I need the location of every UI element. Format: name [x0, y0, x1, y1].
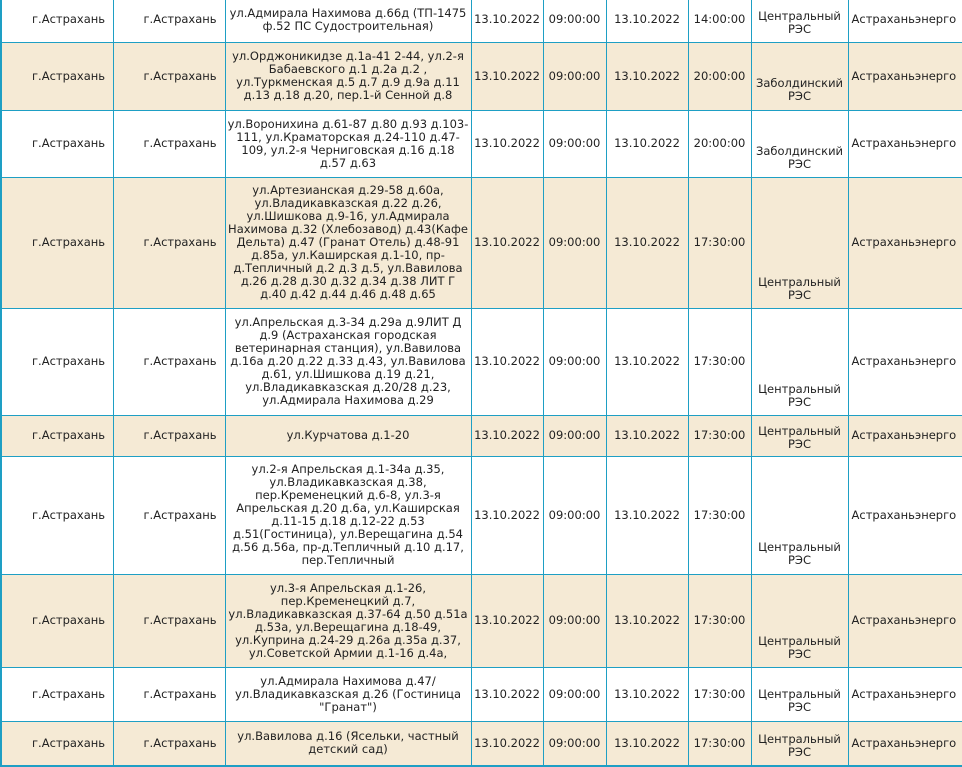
end-date-cell: 13.10.2022: [606, 456, 688, 574]
district-label: Центральный РЭС: [758, 423, 841, 451]
city-cell: г.Астрахань: [1, 574, 113, 667]
district-cell: [751, 667, 848, 721]
address-cell: ул.2-я Апрельская д.1-34а д.35, ул.Владикавказская д.38, пер.Кременецкий д.6-8, ул.3-я Апрельская д.20 д.6а, ул.Каширская д.11-15 д.18 д.12-22 д.53 д.51(Гостиница), ул.Верещагина д.54 д.56 д.56а, пр-д.Тепличный д.10 д.17, пер.Тепличный: [225, 456, 471, 574]
district-cell: [751, 456, 848, 574]
city-cell: г.Астрахань: [1, 456, 113, 574]
district-cell: [751, 721, 848, 766]
city-cell: г.Астрахань: [1, 0, 113, 42]
end-date-cell: 13.10.2022: [606, 308, 688, 415]
city-cell: г.Астрахань: [1, 177, 113, 308]
start-date-cell: 13.10.2022: [471, 177, 543, 308]
table-row: [1, 456, 962, 574]
settlement-cell: г.Астрахань: [113, 110, 225, 177]
city-cell: г.Астрахань: [1, 721, 113, 766]
table-row: [1, 0, 962, 42]
district-cell: [751, 177, 848, 308]
table-row: [1, 574, 962, 667]
end-date-cell: 13.10.2022: [606, 110, 688, 177]
end-date-cell: 13.10.2022: [606, 177, 688, 308]
start-time-cell: 09:00:00: [543, 415, 606, 456]
start-date-cell: 13.10.2022: [471, 42, 543, 110]
table-row: [1, 42, 962, 110]
district-label: Центральный РЭС: [758, 540, 841, 567]
city-cell: г.Астрахань: [1, 415, 113, 456]
org-cell: Астраханьэнерго: [848, 308, 962, 415]
district-cell: [751, 574, 848, 667]
settlement-cell: г.Астрахань: [113, 177, 225, 308]
district-label: Заболдинский РЭС: [755, 76, 844, 103]
start-date-cell: 13.10.2022: [471, 721, 543, 766]
settlement-cell: г.Астрахань: [113, 42, 225, 110]
org-cell: Астраханьэнерго: [848, 415, 962, 456]
table-row: [1, 177, 962, 308]
settlement-cell: г.Астрахань: [113, 721, 225, 766]
address-cell: ул.Орджоникидзе д.1а-41 2-44, ул.2-я Бабаевского д.1 д.2а д.2 , ул.Туркменская д.5 д.7 д.9 д.9а д.11 д.13 д.18 д.20, пер.1-й Сенной д.8: [225, 42, 471, 110]
address-cell: ул.Вавилова д.16 (Ясельки, частный детский сад): [225, 721, 471, 766]
district-cell: [751, 415, 848, 456]
end-date-cell: 13.10.2022: [606, 667, 688, 721]
org-cell: Астраханьэнерго: [848, 721, 962, 766]
address-cell: ул.Апрельская д.3-34 д.29а д.9ЛИТ Д д.9 (Астраханская городская ветеринарная станция), ул.Вавилова д.16а д.20 д.22 д.33 д.43, ул.Вавилова д.61, ул.Шишкова д.19 д.21, ул.Владикавказская д.20/28 д.23, ул.Адмирала Нахимова д.29: [225, 308, 471, 415]
start-date-cell: 13.10.2022: [471, 110, 543, 177]
address-cell: ул.3-я Апрельская д.1-26, пер.Кременецкий д.7, ул.Владикавказская д.37-64 д.50 д.51а д.53а, ул.Верещагина д.18-49, ул.Куприна д.24-29 д.26а д.35а д.37, ул.Советской Армии д.1-16 д.4а,: [225, 574, 471, 667]
table-row: [1, 667, 962, 721]
district-cell: [751, 0, 848, 42]
end-date-cell: 13.10.2022: [606, 574, 688, 667]
start-date-cell: 13.10.2022: [471, 456, 543, 574]
address-cell: ул.Курчатова д.1-20: [225, 415, 471, 456]
end-time-cell: 14:00:00: [688, 0, 751, 42]
end-time-cell: 17:30:00: [688, 456, 751, 574]
end-date-cell: 13.10.2022: [606, 42, 688, 110]
start-date-cell: 13.10.2022: [471, 415, 543, 456]
org-cell: Астраханьэнерго: [848, 0, 962, 42]
start-date-cell: 13.10.2022: [471, 308, 543, 415]
end-date-cell: 13.10.2022: [606, 0, 688, 42]
start-time-cell: 09:00:00: [543, 574, 606, 667]
end-time-cell: 20:00:00: [688, 42, 751, 110]
end-time-cell: 17:30:00: [688, 574, 751, 667]
table-row: [1, 110, 962, 177]
end-date-cell: 13.10.2022: [606, 721, 688, 766]
table-body: [1, 0, 962, 766]
org-cell: Астраханьэнерго: [848, 667, 962, 721]
start-date-cell: 13.10.2022: [471, 574, 543, 667]
city-cell: г.Астрахань: [1, 110, 113, 177]
table-row: [1, 308, 962, 415]
end-time-cell: 17:30:00: [688, 308, 751, 415]
address-cell: ул.Адмирала Нахимова д.66д (ТП-1475 ф.52 ПС Судостроительная): [225, 0, 471, 42]
end-time-cell: 17:30:00: [688, 667, 751, 721]
org-cell: Астраханьэнерго: [848, 456, 962, 574]
org-cell: Астраханьэнерго: [848, 574, 962, 667]
org-cell: Астраханьэнерго: [848, 110, 962, 177]
district-label: Центральный РЭС: [758, 633, 841, 661]
settlement-cell: г.Астрахань: [113, 308, 225, 415]
settlement-cell: г.Астрахань: [113, 456, 225, 574]
end-date-cell: 13.10.2022: [606, 415, 688, 456]
start-time-cell: 09:00:00: [543, 667, 606, 721]
start-time-cell: 09:00:00: [543, 456, 606, 574]
start-time-cell: 09:00:00: [543, 308, 606, 415]
start-date-cell: 13.10.2022: [471, 667, 543, 721]
start-date-cell: 13.10.2022: [471, 0, 543, 42]
org-cell: Астраханьэнерго: [848, 177, 962, 308]
end-time-cell: 17:30:00: [688, 721, 751, 766]
city-cell: г.Астрахань: [1, 42, 113, 110]
address-cell: ул.Адмирала Нахимова д.47/ ул.Владикавказская д.26 (Гостиница "Гранат"): [225, 667, 471, 721]
district-label: Заболдинский РЭС: [755, 143, 844, 171]
district-label: Центральный РЭС: [758, 274, 841, 302]
end-time-cell: 17:30:00: [688, 177, 751, 308]
end-time-cell: 17:30:00: [688, 415, 751, 456]
settlement-cell: г.Астрахань: [113, 667, 225, 721]
district-label: Центральный РЭС: [758, 687, 841, 714]
table-row: [1, 721, 962, 766]
district-label: Центральный РЭС: [758, 732, 841, 760]
district-cell: [751, 42, 848, 110]
settlement-cell: г.Астрахань: [113, 415, 225, 456]
start-time-cell: 09:00:00: [543, 177, 606, 308]
city-cell: г.Астрахань: [1, 667, 113, 721]
district-label: Центральный РЭС: [758, 8, 841, 36]
start-time-cell: 09:00:00: [543, 110, 606, 177]
district-cell: [751, 110, 848, 177]
settlement-cell: г.Астрахань: [113, 574, 225, 667]
city-cell: г.Астрахань: [1, 308, 113, 415]
table-row: [1, 415, 962, 456]
district-cell: [751, 308, 848, 415]
start-time-cell: 09:00:00: [543, 0, 606, 42]
org-cell: Астраханьэнерго: [848, 42, 962, 110]
settlement-cell: г.Астрахань: [113, 0, 225, 42]
district-label: Центральный РЭС: [758, 381, 841, 409]
address-cell: ул.Артезианская д.29-58 д.60а, ул.Владикавказская д.22 д.26, ул.Шишкова д.9-16, ул.Адмирала Нахимова д.32 (Хлебозавод) д.43(Кафе Дельта) д.47 (Гранат Отель) д.48-91 д.85а, ул.Каширская д.1-10, пр-д.Тепличный д.2 д.3 д.5, ул.Вавилова д.26 д.28 д.30 д.32 д.34 д.38 ЛИТ Г д.40 д.42 д.44 д.46 д.48 д.65: [225, 177, 471, 308]
address-cell: ул.Воронихина д.61-87 д.80 д.93 д.103-111, ул.Краматорская д.24-110 д.47-109, ул.2-я Черниговская д.16 д.18 д.57 д.63: [225, 110, 471, 177]
start-time-cell: 09:00:00: [543, 42, 606, 110]
end-time-cell: 20:00:00: [688, 110, 751, 177]
start-time-cell: 09:00:00: [543, 721, 606, 766]
